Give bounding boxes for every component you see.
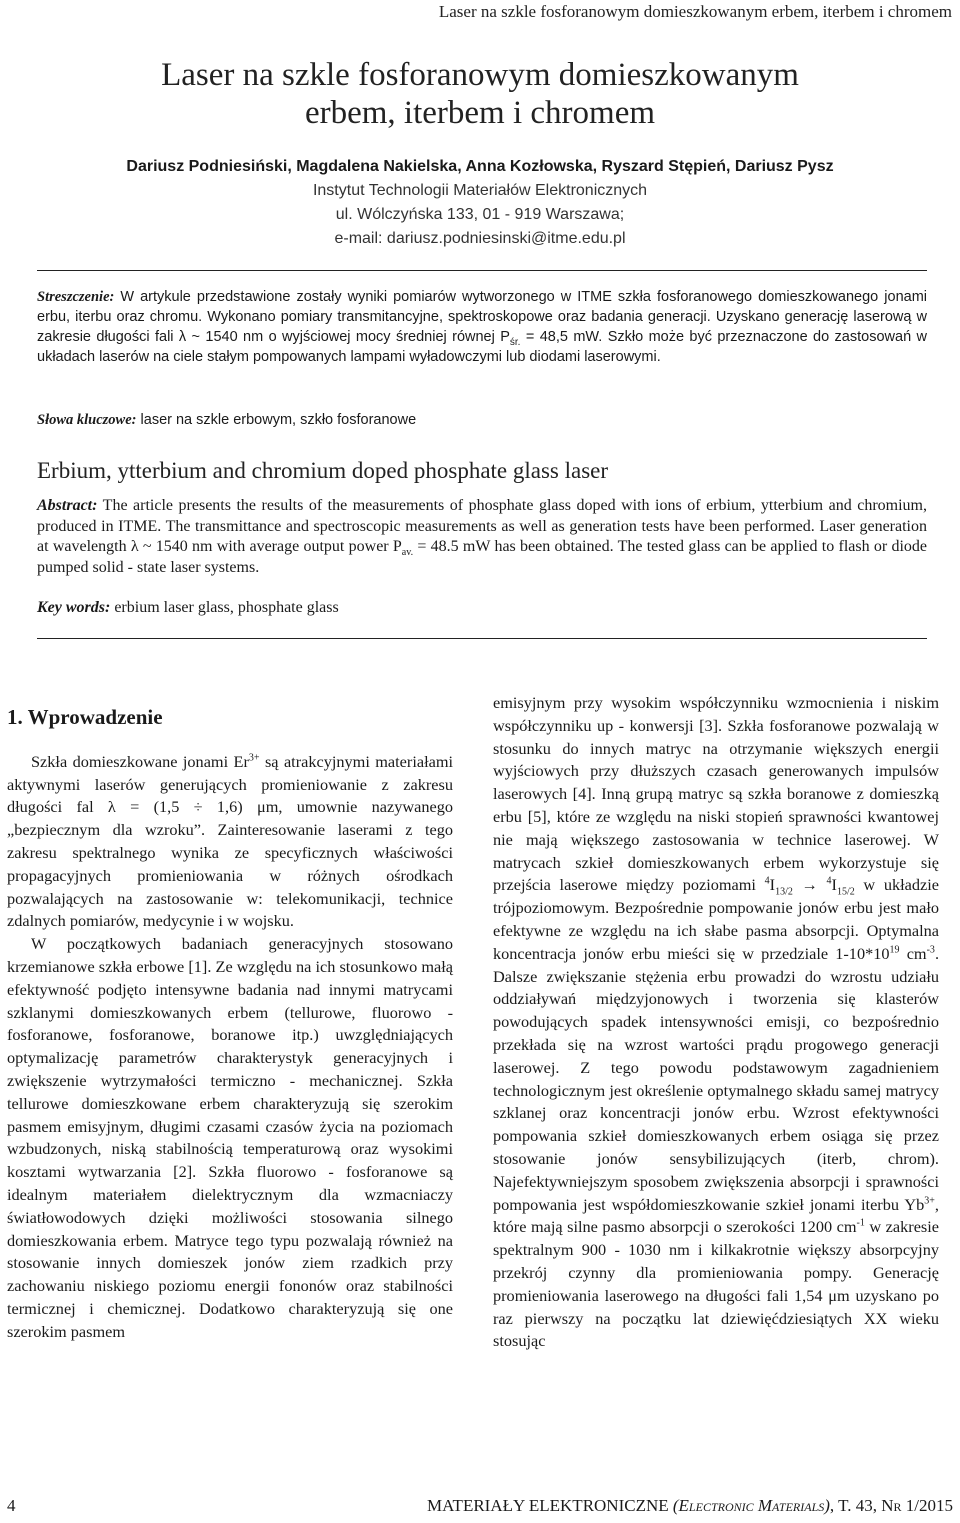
paragraph-3 xyxy=(493,692,939,1353)
abstract-pl-text-2: = 48,5 mW. Szkło może być przeznaczone do zastosowań w układach laserów na ciele stałym pompowanych lampami wyładowczymi lub diodami laserowymi. xyxy=(37,329,927,365)
rc-arrow: → xyxy=(792,875,827,895)
journal-volume: , T. 43, Nr 1/2015 xyxy=(829,1496,953,1515)
title-line-1: Laser na szkle fosforanowym domieszkowanym xyxy=(161,57,799,93)
rc-sub-1: 13/2 xyxy=(775,886,793,898)
rc-text-5: w układzie trójpoziomowym. Bezpośrednie pompowanie jonów erbu jest mało efektywne ze względu na ich słabe pasma absorpcji. Optymalna koncentracja jonów erbu mieści się w przedziale 1-10*10 xyxy=(493,875,940,963)
abstract-en xyxy=(37,496,927,578)
authors-block xyxy=(0,155,960,251)
abstract-pl-sub: śr. xyxy=(509,336,521,348)
abstract-en-label: Abstract: xyxy=(37,497,98,514)
para1-text-b: są atrakcyjnymi materiałami aktywnymi laserów generujących promieniowanie z zakresu długości fal λ = (1,5 ÷ 1,6) μm, umownie nazywanego „bezpiecznym dla wzroku”. Zainteresowanie laserami z tego zakresu spektralnego wynika ze specyficznych właściwości propagacyjnych promieniowania w różnych ośrodkach pozwalających na zastosowanie w: telekomunikacji, technice zdalnych pomiarów, medycynie i w wojsku. xyxy=(7,751,454,931)
paragraph-2: W początkowych badaniach generacyjnych stosowano krzemianowe szkła erbowe [1]. Ze względu na ich stosunkowo małą efektywność podjęto intensywne badania nad innymi matrycami szklanymi domieszkowanych erbem (tellurowe, fluorowo - fosforanowe, fosforanowe, boranowe itp.) uwzględniających optymalizację parametrów charakterystyk generacyjnych i zwiększenie wytrzymałości termiczno - mechanicznej. Szkła tellurowe domieszkowane erbem charakteryzują się szerokim pasmem emisyjnym, długimi czasami czasów życia na poziomach wzbudzonych, niską stabilnością temperaturową oraz wysokimi kosztami wytwarzania [2]. Szkła fluorowo - fosforanowe są idealnym materiałem dielektrycznym dla wzmacniaczy światłowodowych dzięki możliwości stosowania silnego domieszkowania erbem. Matryce tego typu pozwalają również na stosowanie innych domieszek jonów ziem rzadkich przy zachowaniu niskiego poziomu energii fononów oraz stabilności termicznej i chemicznej. Dodatkowo charakteryzują się one szerokim pasmem xyxy=(7,934,453,1341)
abstract-pl-text-1: W artykule przedstawione zostały wyniki pomiarów wytworzonego w ITME szkła fosforanowego domieszkowanego jonami erbu, iterbu oraz chromu. Wykonano pomiary transmitancyjne, spektroskopowe oraz badania generacji. Uzyskano generację laserową w zakresie długości fali λ ~ 1540 nm o wyjściowej mocy średniej równej P xyxy=(37,289,927,345)
journal-info xyxy=(427,1496,953,1516)
abstract-en-sub: av. xyxy=(401,547,414,559)
title-en: Erbium, ytterbium and chromium doped phosphate glass laser xyxy=(37,458,609,483)
journal-name-en: (Electronic Materials) xyxy=(672,1496,830,1515)
journal-name: MATERIAŁY ELEKTRONICZNE xyxy=(427,1496,669,1515)
section-heading: 1. Wprowadzenie xyxy=(7,705,163,729)
rc-text-4: I xyxy=(831,875,837,895)
rc-text-6: cm xyxy=(899,943,927,963)
rc-sup-6: -1 xyxy=(856,1217,865,1229)
rc-text-1: emisyjnym przy wysokim współczynniku wzmocnienia i niskim współczynniku up - konwersji [3]. Szkła fosforanowe pozwalają w stosunku do innych matryc na otrzymanie większych energii wyjściowych przy dłuższych czasach generowanych impulsów laserowych [4]. Inną grupą matryc są szkła boranowe z domieszką erbu [5], które ze względu na niski stopień sprawności kwantowej nie mają większego zastosowania w technice laserowej. W matrycach szkieł domieszkowanych erbem wykorzystuje się przejścia laserowe między poziomami xyxy=(493,693,939,895)
keywords-en-label: Key words: xyxy=(37,599,111,616)
rc-sup-3: 19 xyxy=(889,944,900,956)
affiliation: Instytut Technologii Materiałów Elektronicznych xyxy=(312,182,648,199)
rc-text-9: w zakresie spektralnym 900 - 1030 nm i kilkakrotnie większy absorpcyjny przekrój czynny dla promieniowania pompy. Generację promieniowania laserowego na długości fali 1,54 μm uzyskano po raz pierwszy na początku lat dziewięćdziesiątych XX wieku stosując xyxy=(493,1217,940,1351)
rc-sup-5: 3+ xyxy=(924,1195,935,1207)
abstract-en-text-2: = 48.5 mW has been obtained. The tested glass can be applied to flash or diode pumped solid - state laser systems. xyxy=(37,538,928,576)
abstract-pl xyxy=(37,287,927,367)
divider-bottom xyxy=(37,638,927,639)
abstract-en-text-1: The article presents the results of the measurements of phosphate glass doped with ions of erbium, ytterbium and chromium, produced in ITME. The transmittance and spectroscopic measurements as well as generation tests have been performed. Laser generation at wavelength λ ~ 1540 nm with average output power P xyxy=(37,497,927,555)
paper-title xyxy=(0,56,960,132)
abstract-pl-label: Streszczenie: xyxy=(37,289,115,305)
address: ul. Wólczyńska 133, 01 - 919 Warszawa; xyxy=(335,206,625,223)
divider-top xyxy=(37,270,927,271)
para1-sup: 3+ xyxy=(248,752,260,764)
email: e-mail: dariusz.podniesinski@itme.edu.pl xyxy=(334,230,626,247)
rc-sup-2: 4 xyxy=(826,875,832,887)
page-number: 4 xyxy=(7,1496,16,1515)
para1-text-a: Szkła domieszkowane jonami Er xyxy=(31,751,249,771)
title-line-2: erbem, iterbem i chromem xyxy=(304,95,656,131)
authors: Dariusz Podniesiński, Magdalena Nakielska, Anna Kozłowska, Ryszard Stępień, Dariusz Pysz xyxy=(126,158,834,175)
rc-sup-4: -3 xyxy=(926,944,935,956)
rc-text-8: , które mają silne pasmo absorpcji o szerokości 1200 cm xyxy=(493,1194,939,1237)
keywords-pl-text: laser na szkle erbowym, szkło fosforanowe xyxy=(136,412,417,428)
paragraph-1 xyxy=(7,751,453,933)
rc-sub-2: 15/2 xyxy=(836,886,855,898)
rc-sup-1: 4 xyxy=(764,875,770,887)
left-column xyxy=(7,690,453,1344)
keywords-en xyxy=(37,598,927,619)
running-head: Laser na szkle fosforanowym domieszkowanym erbem, iterbem i chromem xyxy=(438,2,952,21)
keywords-en-text: erbium laser glass, phosphate glass xyxy=(110,599,339,616)
rc-text-7: . Dalsze zwiększanie stężenia erbu prowadzi do wzrostu udziału oddziaływań międzyjonowych i tworzenia się klasterów powodujących spadek intensywności emisji, co bezpośrednio przekłada się na wzrost wartości prądu progowego generacji laserowej. Z tego powodu podstawowym zagadnieniem technologicznym jest określenie optymalnego składu samej matrycy szklanej oraz koncentracji jonów erbu. Wzrost efektywności pompowania szkieł domieszkowanych erbem osiąga się przez stosowanie jonów sensybilizujących (iterb, chrom). Najefektywniejszym sposobem zwiększenia absorpcji i sprawności pompowania jest współdomieszkowanie szkieł jonami iterbu Yb xyxy=(493,943,940,1214)
keywords-pl-label: Słowa kluczowe: xyxy=(37,412,137,428)
keywords-pl xyxy=(37,410,927,430)
right-column xyxy=(493,692,939,1353)
rc-text-2: I xyxy=(769,875,776,895)
